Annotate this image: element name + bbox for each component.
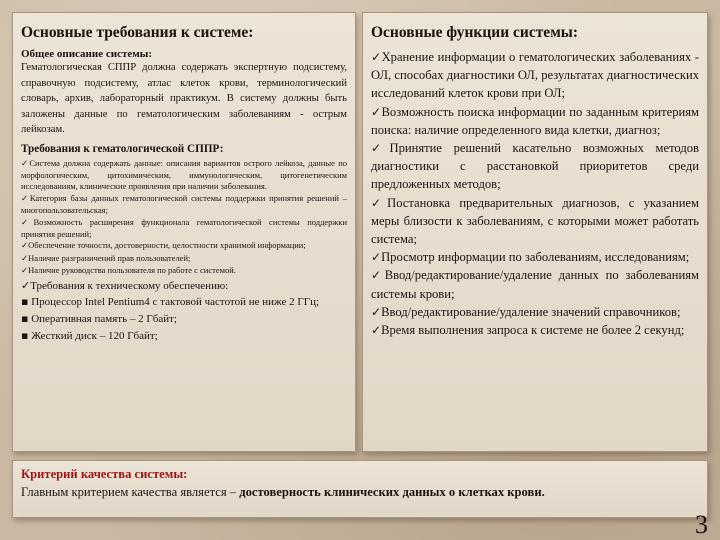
functions-title: Основные функции системы: <box>371 24 579 41</box>
list-item: ✓Возможность поиска информации по заданным критериям поиска: наличие определенного вида клетки, диагноз; <box>371 104 700 137</box>
requirements-panel <box>12 12 356 452</box>
requirements-list <box>21 158 347 278</box>
check-icon: ✓ <box>371 323 382 338</box>
tech-requirements-heading: ✓Требования к техническому обеспечению: <box>21 278 229 292</box>
quality-criterion-emphasis: достоверность клинических данных о клетках крови. <box>239 485 545 499</box>
list-item: ✓Время выполнения запроса к системе не более 2 секунд; <box>371 323 685 338</box>
list-item: ✓Хранение информации о гематологических заболеваниях - ОЛ, способах диагностики ОЛ, результатах диагностических исследований клеток крови при ОЛ; <box>371 50 699 101</box>
list-item: ▪ Жесткий диск – 120 Гбайт; <box>21 329 158 343</box>
quality-criterion-lead: Главным критерием качества является – <box>21 485 240 499</box>
check-icon: ✓ <box>371 104 382 119</box>
check-icon: ✓ <box>21 266 29 277</box>
square-bullet-icon: ▪ <box>21 295 29 309</box>
list-item: ✓Обеспечение точности, достоверности, целостности хранимой информации; <box>21 240 306 252</box>
quality-criterion-text <box>21 485 699 500</box>
requirements-title: Основные требования к системе: <box>21 24 254 41</box>
list-item: ✓Наличие разграничений прав пользователей; <box>21 252 191 264</box>
check-icon: ✓ <box>371 304 382 319</box>
list-item: ✓Принятие решений касательно возможных методов диагностики с расстановкой приоритетов среди предложенных методов; <box>371 141 699 192</box>
list-item: ✓Ввод/редактирование/удаление данных по заболеваниям системы крови; <box>371 268 699 301</box>
list-item: ✓Наличие руководства пользователя по работе с системой. <box>21 265 236 277</box>
check-icon: ✓ <box>371 50 382 64</box>
square-bullet-icon: ▪ <box>21 329 29 343</box>
list-item: ▪ Процессор Intel Pentium4 с тактовой частотой не ниже 2 ГГц; <box>21 295 320 309</box>
check-icon: ✓ <box>21 158 30 169</box>
requirements-heading: Требования к гематологической СППР: <box>21 142 224 155</box>
list-item: ✓Категория базы данных гематологической системы поддержки принятия решений – многопользовательская; <box>21 192 348 216</box>
check-icon: ✓ <box>21 217 34 228</box>
slide-number: 3 <box>695 510 708 539</box>
check-icon: ✓ <box>371 141 390 156</box>
check-icon: ✓ <box>21 253 29 264</box>
quality-criterion-panel <box>12 460 708 518</box>
square-bullet-icon: ▪ <box>21 312 29 326</box>
general-description-text: Гематологическая СППР должна содержать экспертную подсистему, справочную подсистему, атлас клеток крови, терминологический словарь, архив, лабораторный практикум. В систему должны быть заложены данные по гематологическим заболеваниям - острым лейкозам. <box>21 62 347 136</box>
list-item: ✓Ввод/редактирование/удаление значений справочников; <box>371 304 681 319</box>
functions-list <box>371 48 699 339</box>
quality-criterion-title: Критерий качества системы: <box>21 467 188 481</box>
check-icon: ✓ <box>371 195 388 210</box>
general-description-heading: Общее описание системы: <box>21 48 152 60</box>
list-item: ✓Система должна содержать данные: описания вариантов острого лейкоза, данные по морфологическим, цитохимическим, иммунологическим, цитогенетическим исследованиям, клинические проявления при наличии заболевания. <box>21 157 348 192</box>
functions-panel <box>362 12 708 452</box>
list-item: ✓Возможность расширения функционала гематологической системы поддержки принятия решений; <box>21 216 347 239</box>
check-icon: ✓ <box>21 241 29 252</box>
check-icon: ✓ <box>21 278 31 292</box>
check-icon: ✓ <box>21 193 30 204</box>
check-icon: ✓ <box>371 250 382 265</box>
list-item: ✓Просмотр информации по заболеваниям, исследованиям; <box>371 250 690 265</box>
list-item: ▪ Оперативная память – 2 Гбайт; <box>21 312 177 326</box>
check-icon: ✓ <box>371 268 385 283</box>
list-item: ✓Постановка предварительных диагнозов, с указанием меры близости к заболеваниям, с которыми может работать система; <box>371 195 699 247</box>
